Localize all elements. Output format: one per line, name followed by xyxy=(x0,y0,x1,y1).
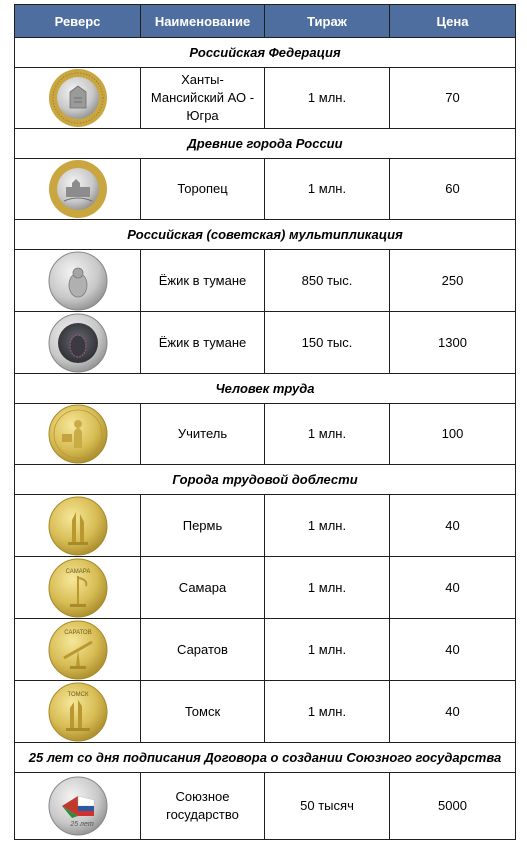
section-title: 25 лет со дня подписания Договора о создании Союзного государства xyxy=(15,743,516,773)
section-row xyxy=(15,220,516,250)
tomsk-coin-icon xyxy=(48,682,108,742)
coins-table xyxy=(14,4,516,840)
coin-cell xyxy=(15,619,141,681)
coin-cell xyxy=(15,159,141,220)
section-row xyxy=(15,743,516,773)
section-row xyxy=(15,38,516,68)
coin-price: 60 xyxy=(390,159,516,220)
table-row xyxy=(15,68,516,129)
union-state-coin-icon xyxy=(48,776,108,836)
coin-price: 40 xyxy=(390,619,516,681)
section-row xyxy=(15,374,516,404)
coin-mintage: 50 тысяч xyxy=(265,773,390,840)
coin-price: 70 xyxy=(390,68,516,129)
tomsk-coin-label: ТОМСК xyxy=(67,691,88,698)
header-reverse: Реверс xyxy=(15,5,141,38)
samara-coin-label: САМАРА xyxy=(65,568,90,575)
coin-mintage: 1 млн. xyxy=(265,557,390,619)
coin-price: 250 xyxy=(390,250,516,312)
table-row xyxy=(15,404,516,465)
union-coin-label: 25 лет xyxy=(69,821,94,828)
table-row xyxy=(15,159,516,220)
coin-cell xyxy=(15,312,141,374)
coin-name: Саратов xyxy=(141,619,265,681)
coin-mintage: 1 млн. xyxy=(265,404,390,465)
coin-cell xyxy=(15,68,141,129)
samara-coin-icon xyxy=(48,558,108,618)
coin-cell xyxy=(15,557,141,619)
coin-price: 1300 xyxy=(390,312,516,374)
table-row xyxy=(15,495,516,557)
coin-name: Учитель xyxy=(141,404,265,465)
coin-price: 100 xyxy=(390,404,516,465)
teacher-coin-icon xyxy=(48,404,108,464)
section-title: Древние города России xyxy=(15,129,516,159)
coin-cell xyxy=(15,250,141,312)
coin-mintage: 850 тыс. xyxy=(265,250,390,312)
hedgehog-silver-coin-icon xyxy=(48,251,108,311)
table-header-row xyxy=(15,5,516,38)
coin-name: Томск xyxy=(141,681,265,743)
coin-mintage: 1 млн. xyxy=(265,619,390,681)
section-title: Человек труда xyxy=(15,374,516,404)
table-row xyxy=(15,681,516,743)
section-row xyxy=(15,465,516,495)
coin-name: Торопец xyxy=(141,159,265,220)
saratov-coin-icon xyxy=(48,620,108,680)
coin-cell xyxy=(15,495,141,557)
table-row xyxy=(15,619,516,681)
table-row xyxy=(15,312,516,374)
coin-mintage: 150 тыс. xyxy=(265,312,390,374)
coin-name: Ёжик в тумане xyxy=(141,250,265,312)
coin-mintage: 1 млн. xyxy=(265,68,390,129)
coin-price: 40 xyxy=(390,557,516,619)
coin-cell xyxy=(15,773,141,840)
header-name: Наименование xyxy=(141,5,265,38)
coin-name: Пермь xyxy=(141,495,265,557)
coin-price: 40 xyxy=(390,681,516,743)
section-title: Российская (советская) мультипликация xyxy=(15,220,516,250)
perm-coin-icon xyxy=(48,496,108,556)
section-row xyxy=(15,129,516,159)
coin-mintage: 1 млн. xyxy=(265,681,390,743)
khanty-mansi-coin-icon xyxy=(48,68,108,128)
coin-name: Ёжик в тумане xyxy=(141,312,265,374)
coin-mintage: 1 млн. xyxy=(265,495,390,557)
coin-name: Союзное государство xyxy=(141,773,265,840)
section-title: Города трудовой доблести xyxy=(15,465,516,495)
hedgehog-color-coin-icon xyxy=(48,313,108,373)
header-mintage: Тираж xyxy=(265,5,390,38)
coin-cell xyxy=(15,681,141,743)
section-title: Российская Федерация xyxy=(15,38,516,68)
coin-mintage: 1 млн. xyxy=(265,159,390,220)
toropets-coin-icon xyxy=(48,159,108,219)
coin-name: Самара xyxy=(141,557,265,619)
saratov-coin-label: САРАТОВ xyxy=(63,629,92,636)
coin-price: 40 xyxy=(390,495,516,557)
table-row xyxy=(15,557,516,619)
coin-cell xyxy=(15,404,141,465)
table-row xyxy=(15,773,516,840)
coin-name: Ханты-Мансийский АО - Югра xyxy=(141,68,265,129)
coin-price: 5000 xyxy=(390,773,516,840)
header-price: Цена xyxy=(390,5,516,38)
table-row xyxy=(15,250,516,312)
